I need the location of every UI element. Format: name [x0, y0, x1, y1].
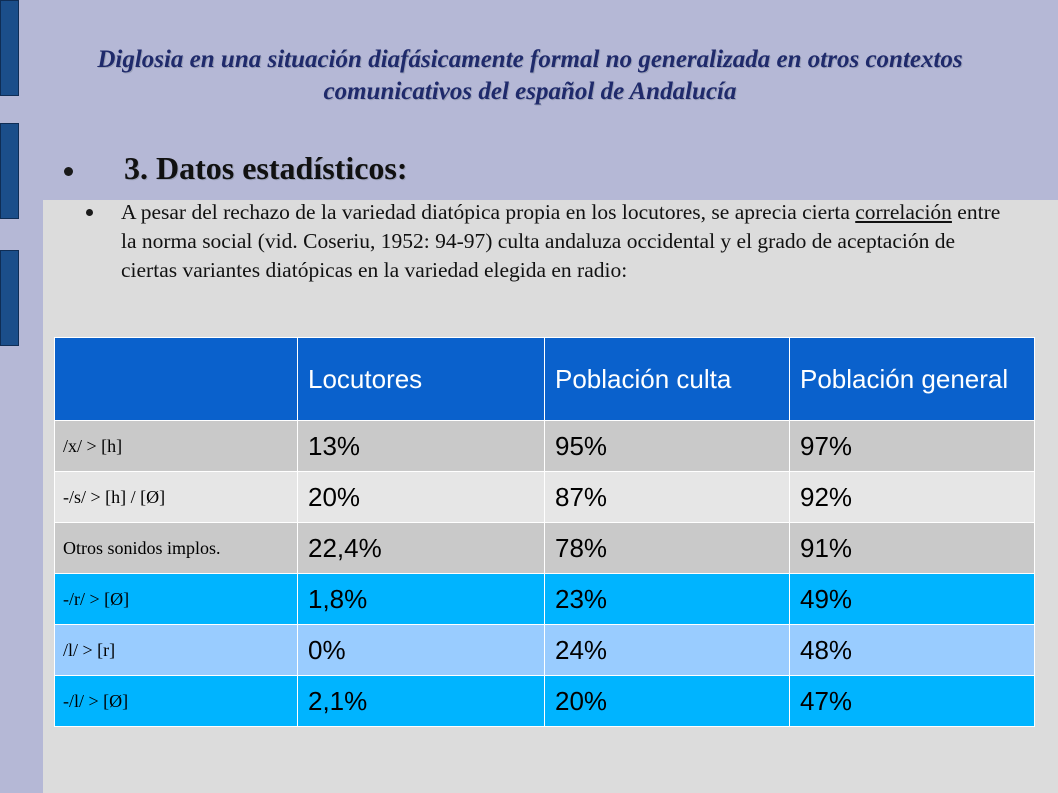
row-label: Otros sonidos implos.: [55, 523, 298, 574]
cell-poblacion-culta: 20%: [545, 676, 790, 727]
left-strip: [0, 0, 43, 793]
table-row: [55, 676, 1035, 727]
cell-poblacion-general: 49%: [790, 574, 1035, 625]
cell-poblacion-general: 47%: [790, 676, 1035, 727]
section-heading: 3. Datos estadísticos:: [124, 150, 408, 186]
cell-poblacion-culta: 78%: [545, 523, 790, 574]
cell-locutores: 20%: [298, 472, 545, 523]
cell-locutores: 1,8%: [298, 574, 545, 625]
cell-locutores: 13%: [298, 421, 545, 472]
cell-poblacion-general: 48%: [790, 625, 1035, 676]
accent-bar: [0, 0, 19, 96]
table-row: [55, 421, 1035, 472]
cell-poblacion-general: 97%: [790, 421, 1035, 472]
cell-poblacion-culta: 24%: [545, 625, 790, 676]
slide-title: Diglosia en una situación diafásicamente formal no generalizada en otros contextos comunicativos del español de Andalucía: [97, 46, 963, 105]
paragraph-text-end: entre la norma social (vid. Coseriu, 1952: 94-97) culta andaluza occidental y el grado de aceptación de ciertas variantes diatópicas en la variedad elegida en radio:: [121, 200, 1001, 282]
bullet-icon: [86, 209, 93, 216]
header-cell-empty: [55, 338, 298, 421]
cell-poblacion-general: 92%: [790, 472, 1035, 523]
header-cell-locutores: Locutores: [298, 338, 545, 421]
cell-poblacion-culta: 23%: [545, 574, 790, 625]
row-label: -/s/ > [h] / [Ø]: [55, 472, 298, 523]
header-cell-poblacion-culta: Población culta: [545, 338, 790, 421]
row-label: -/r/ > [Ø]: [55, 574, 298, 625]
cell-poblacion-general: 91%: [790, 523, 1035, 574]
row-label: /l/ > [r]: [55, 625, 298, 676]
cell-locutores: 0%: [298, 625, 545, 676]
row-label: /x/ > [h]: [55, 421, 298, 472]
statistics-table: [54, 337, 1035, 727]
accent-bar: [0, 123, 19, 219]
cell-locutores: 22,4%: [298, 523, 545, 574]
table-row: [55, 574, 1035, 625]
cell-locutores: 2,1%: [298, 676, 545, 727]
cell-poblacion-culta: 87%: [545, 472, 790, 523]
paragraph-text-start: A pesar del rechazo de la variedad diatópica propia en los locutores, se aprecia cierta: [121, 200, 856, 224]
bullet-icon: [64, 167, 73, 176]
cell-poblacion-culta: 95%: [545, 421, 790, 472]
paragraph-underlined-word: correlación: [855, 200, 952, 224]
table-header-row: [55, 338, 1035, 421]
table-row: [55, 625, 1035, 676]
table-row: [55, 472, 1035, 523]
body-paragraph: [121, 198, 1001, 285]
header-cell-poblacion-general: Población general: [790, 338, 1035, 421]
row-label: -/l/ > [Ø]: [55, 676, 298, 727]
accent-bar: [0, 250, 19, 346]
table-row: [55, 523, 1035, 574]
